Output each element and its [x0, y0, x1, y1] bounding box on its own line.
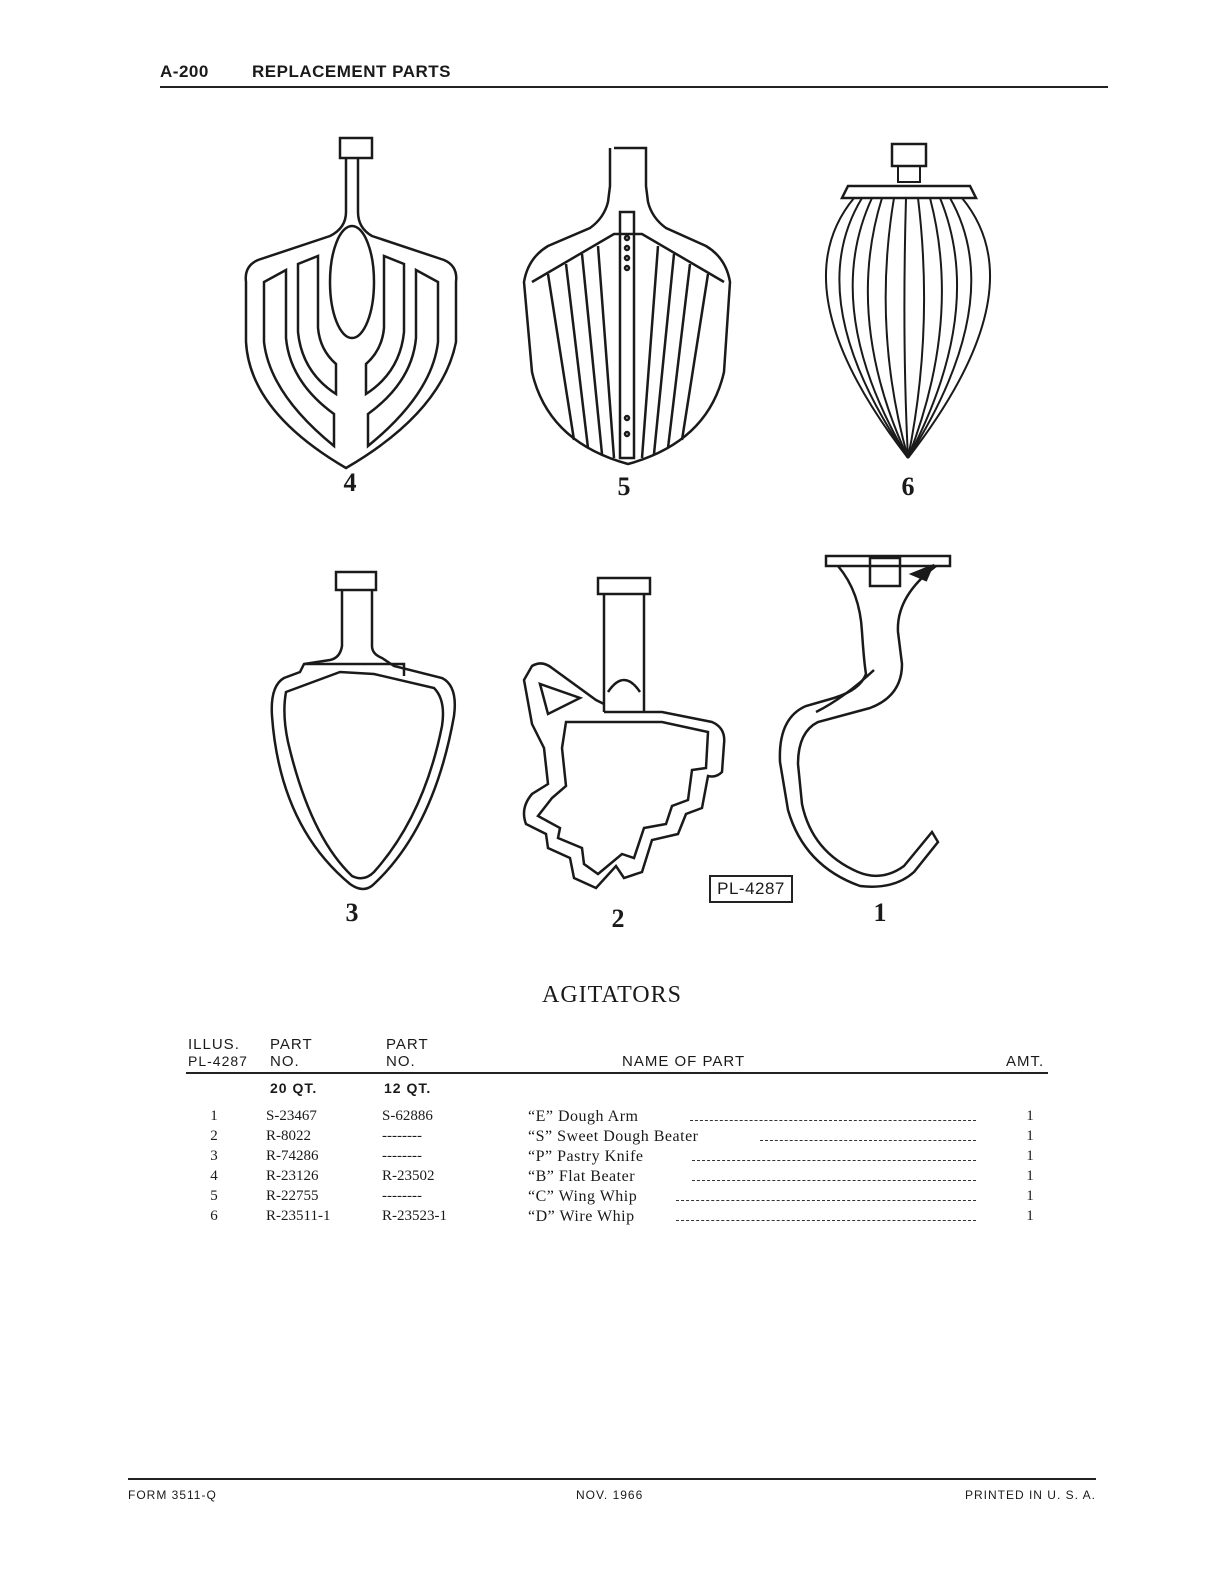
header-illus: ILLUS. PL-4287	[188, 1036, 248, 1069]
leader-dots	[692, 1180, 976, 1181]
leader-dots	[676, 1200, 976, 1201]
figure-wing-whip	[518, 142, 738, 501]
footer-printed: PRINTED IN U. S. A.	[964, 1488, 1096, 1502]
table-row: 4 R-23126 R-23502 “B” Flat Beater 1	[210, 1168, 1034, 1185]
flat-beater-icon	[236, 132, 466, 472]
footer-form: FORM 3511-Q	[128, 1488, 217, 1502]
header-part-20: PART NO.	[270, 1036, 313, 1070]
subheader-20qt: 20 QT.	[270, 1080, 318, 1096]
plate-label: PL-4287	[709, 875, 793, 903]
table-row: 3 R-74286 -------- “P” Pastry Knife 1	[210, 1148, 1034, 1165]
figure-label: 4	[343, 468, 357, 497]
wire-whip-icon	[798, 140, 1022, 470]
leader-dots	[692, 1160, 976, 1161]
leader-dots	[760, 1140, 976, 1141]
wing-whip-icon	[518, 142, 738, 472]
figure-label: 3	[345, 898, 359, 927]
page-code: A-200	[160, 62, 209, 81]
figure-flat-beater	[236, 132, 466, 497]
page-footer	[128, 1478, 1096, 1502]
page-header	[160, 60, 1108, 88]
section-title: AGITATORS	[542, 982, 682, 1008]
figure-label: 6	[901, 472, 915, 501]
table-row: 6 R-23511-1 R-23523-1 “D” Wire Whip 1	[210, 1208, 1034, 1225]
figure-label: 5	[617, 472, 631, 501]
table-row: 2 R-8022 -------- “S” Sweet Dough Beater 1	[210, 1128, 1034, 1145]
figure-sweet-dough-beater	[512, 572, 736, 933]
leader-dots	[676, 1220, 976, 1221]
header-part-12: PART NO.	[386, 1036, 429, 1070]
header-amt: AMT.	[1006, 1053, 1045, 1070]
dough-arm-icon	[774, 552, 958, 902]
header-rule	[186, 1072, 1048, 1074]
footer-date: NOV. 1966	[576, 1488, 644, 1502]
figure-dough-arm	[774, 552, 958, 927]
figure-label: 1	[873, 898, 887, 927]
header-name: NAME OF PART	[622, 1053, 746, 1070]
pastry-knife-icon	[264, 566, 464, 896]
figure-wire-whip	[798, 140, 1022, 501]
page-title: REPLACEMENT PARTS	[252, 62, 451, 81]
subheader-12qt: 12 QT.	[384, 1080, 432, 1096]
leader-dots	[690, 1120, 976, 1121]
figure-label: 2	[611, 904, 625, 933]
table-row: 1 S-23467 S-62886 “E” Dough Arm 1	[210, 1108, 1034, 1125]
figure-pastry-knife	[264, 566, 464, 927]
sweet-dough-beater-icon	[512, 572, 736, 902]
table-row: 5 R-22755 -------- “C” Wing Whip 1	[210, 1188, 1034, 1205]
